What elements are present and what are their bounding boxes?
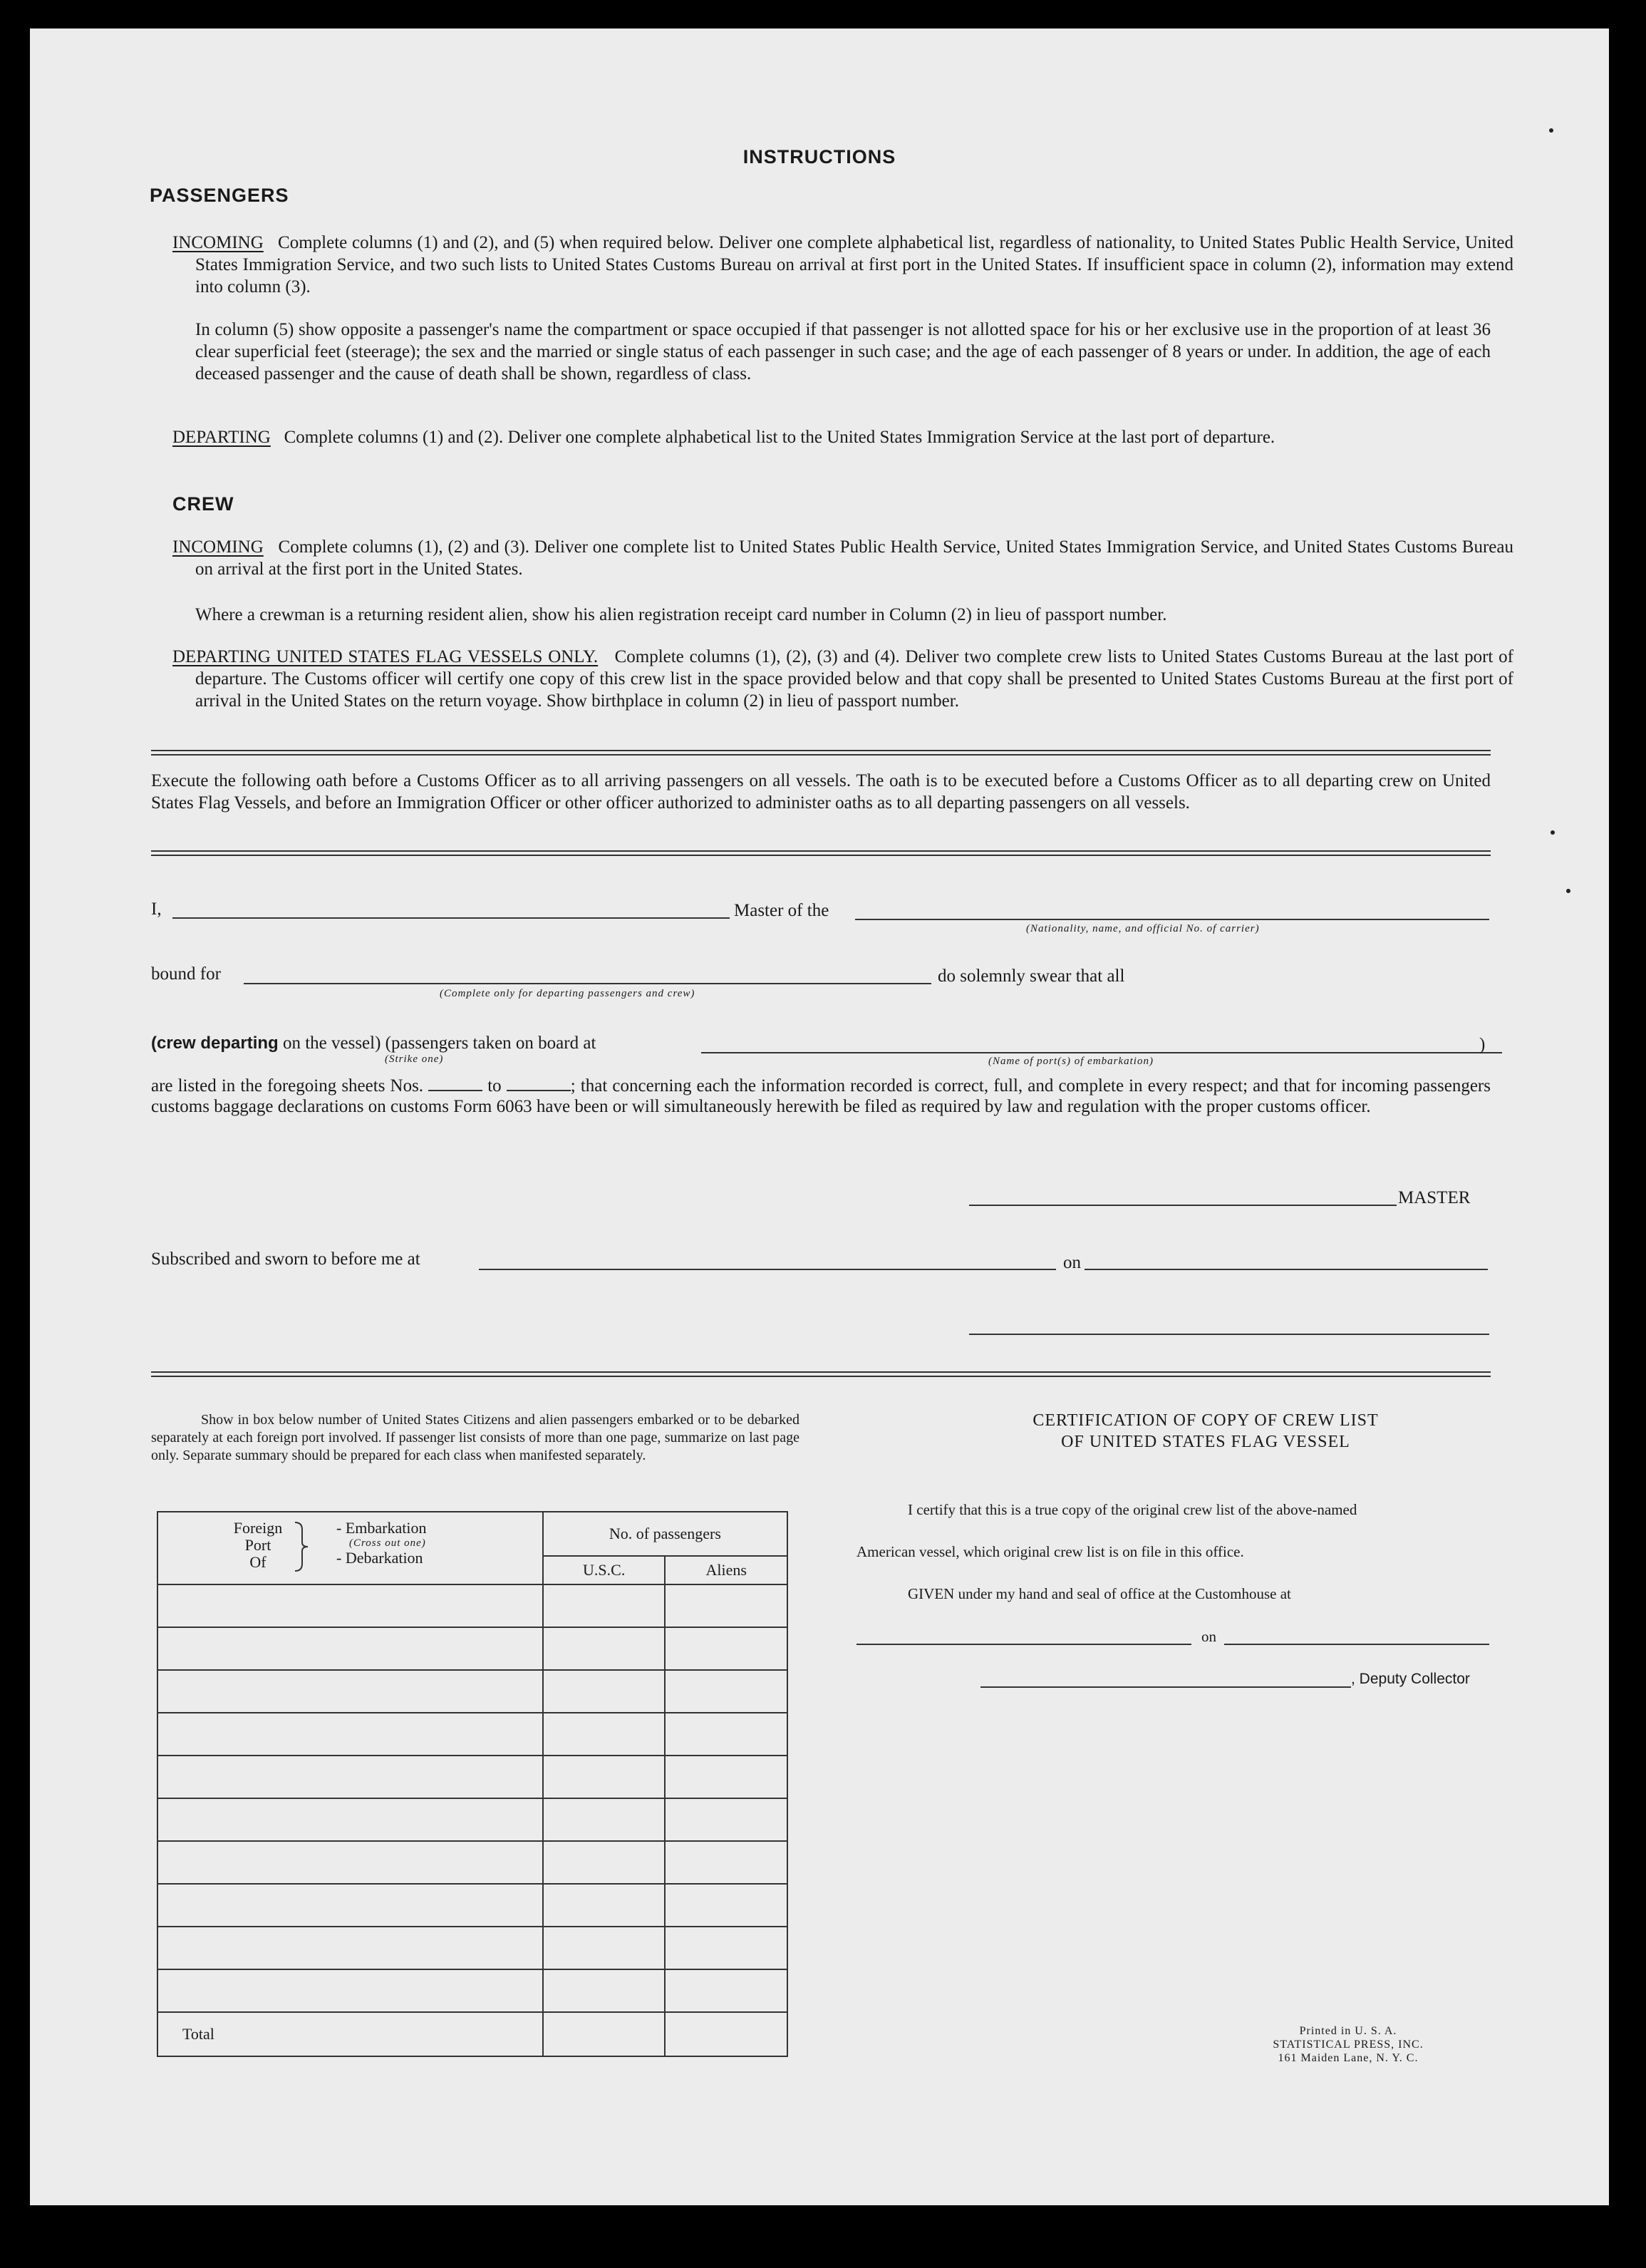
passengers-heading: PASSENGERS xyxy=(150,185,289,206)
page-title: INSTRUCTIONS xyxy=(742,146,896,167)
usc-cell[interactable] xyxy=(543,1841,666,1884)
usc-cell[interactable] xyxy=(543,1627,666,1670)
no-of-passengers-header xyxy=(543,1512,787,1556)
total-row xyxy=(157,2012,787,2056)
of-label: Of xyxy=(249,1553,266,1571)
port-label: Port xyxy=(244,1536,271,1554)
strike-one-caption: (Strike one) xyxy=(385,1053,444,1065)
aliens-cell[interactable] xyxy=(665,1627,787,1670)
customhouse-field[interactable] xyxy=(856,1644,1191,1645)
passengers-column5-instructions: In column (5) show opposite a passenger's name the compartment or space occupied if that passenger is not allotted space for his or her exclusive use in the proportion of at least 36 clear superficial feet (steerage); the sex and the married or single status of each passenger in such case; and the age of each passenger of 8 years or under. In addition, the age of each deceased passenger and the cause of death shall be shown, regardless of class. xyxy=(195,320,1491,383)
certification-date-field[interactable] xyxy=(1224,1644,1489,1645)
oath-statement xyxy=(151,1076,1491,1117)
crew-departing-option[interactable]: (crew departing xyxy=(151,1034,279,1053)
port-cell[interactable] xyxy=(157,1627,543,1670)
passengers-departing-label: DEPARTING xyxy=(172,428,271,447)
aliens-label: Aliens xyxy=(705,1561,747,1579)
usc-cell[interactable] xyxy=(543,1927,666,1969)
no-of-passengers-label: No. of passengers xyxy=(609,1525,721,1542)
usc-cell[interactable] xyxy=(543,1884,666,1927)
printer-line2: STATISTICAL PRESS, INC. xyxy=(1273,2038,1424,2051)
aliens-cell[interactable] xyxy=(665,1927,787,1969)
sworn-date-field[interactable] xyxy=(1085,1269,1488,1270)
passengers-incoming-text: Complete columns (1) and (2), and (5) when required below. Deliver one complete alphabetical list, regardless of nationality, to United States Public Health Service, United States Immigration Service, and two such lists to United States Customs Bureau on arrival at first port in the United States. If insufficient space in column (2), information may extend into column (3). xyxy=(195,233,1514,297)
table-row xyxy=(157,1670,787,1713)
usc-cell[interactable] xyxy=(543,1756,666,1798)
bound-for-caption: (Complete only for departing passengers and crew) xyxy=(440,988,695,999)
cross-out-caption: (Cross out one) xyxy=(349,1537,426,1549)
table-row xyxy=(157,1584,787,1627)
foreign-label: Foreign xyxy=(233,1519,283,1537)
passengers-taken-option[interactable]: (passengers taken on board at xyxy=(385,1034,596,1053)
passenger-summary-table xyxy=(157,1511,788,2057)
foreign-port-header-cell xyxy=(157,1512,543,1584)
table-row xyxy=(157,1713,787,1756)
table-row xyxy=(157,1798,787,1841)
printer-line1: Printed in U. S. A. xyxy=(1299,2025,1397,2037)
usc-label: U.S.C. xyxy=(583,1561,626,1579)
sheet-to-field[interactable] xyxy=(507,1077,571,1091)
usc-cell[interactable] xyxy=(543,1969,666,2012)
master-of-label: Master of the xyxy=(734,901,829,920)
certify-text-b: American vessel, which original crew list is on file in this office. xyxy=(856,1543,1244,1560)
usc-header xyxy=(543,1556,666,1584)
form-page xyxy=(30,29,1609,2205)
aliens-cell[interactable] xyxy=(665,1584,787,1627)
passengers-departing-text: Complete columns (1) and (2). Deliver one complete alphabetical list to the United States Immigration Service at the last port of departure. xyxy=(284,428,1275,447)
deputy-collector-signature-field[interactable] xyxy=(980,1686,1351,1688)
summary-instructions: Show in box below number of United States Citizens and alien passengers embarked or to be debarked separately at each foreign port involved. If passenger list consists of more than one page, summarize on last page only. Separate summary should be prepared for each class when manifested separately. xyxy=(151,1412,799,1463)
aliens-cell[interactable] xyxy=(665,1969,787,2012)
port-cell[interactable] xyxy=(157,1927,543,1969)
aliens-header xyxy=(665,1556,787,1584)
crew-departing-instructions xyxy=(172,646,1513,712)
speck xyxy=(1549,128,1553,133)
usc-cell[interactable] xyxy=(543,1713,666,1756)
port-cell[interactable] xyxy=(157,1884,543,1927)
certification-title-line1: CERTIFICATION OF COPY OF CREW LIST xyxy=(1032,1411,1379,1430)
listed-text-b: ; that concerning each the information recorded is correct, full, and complete in every respect; and that for incoming passengers customs baggage declarations on customs Form 6063 have been or will simultaneously herewith be filed as required by law and regulation with the proper customs officer. xyxy=(151,1076,1491,1116)
on-vessel-text: on the vessel) xyxy=(282,1034,381,1053)
port-cell[interactable] xyxy=(157,1798,543,1841)
printer-line3: 161 Maiden Lane, N. Y. C. xyxy=(1278,2052,1419,2064)
table-row xyxy=(157,1884,787,1927)
passengers-departing-instructions xyxy=(172,426,1513,448)
aliens-cell[interactable] xyxy=(665,1884,787,1927)
aliens-cell[interactable] xyxy=(665,1670,787,1713)
aliens-cell[interactable] xyxy=(665,1756,787,1798)
certification-on-label: on xyxy=(1201,1628,1216,1645)
speck xyxy=(1551,830,1555,835)
subscribed-label: Subscribed and sworn to before me at xyxy=(151,1249,420,1269)
table-row xyxy=(157,1969,787,2012)
aliens-cell[interactable] xyxy=(665,1713,787,1756)
usc-total-cell[interactable] xyxy=(543,2012,666,2056)
master-signature-field[interactable] xyxy=(969,1205,1397,1206)
listed-to-text: to xyxy=(487,1076,502,1096)
usc-cell[interactable] xyxy=(543,1584,666,1627)
officer-signature-field[interactable] xyxy=(969,1334,1489,1335)
total-label: Total xyxy=(182,2025,214,2043)
table-row xyxy=(157,1841,787,1884)
printer-imprint xyxy=(1241,2024,1455,2065)
aliens-cell[interactable] xyxy=(665,1798,787,1841)
sheet-from-field[interactable] xyxy=(428,1077,482,1091)
bound-for-label: bound for xyxy=(151,964,221,984)
passengers-incoming-instructions xyxy=(172,232,1513,298)
port-cell[interactable] xyxy=(157,1756,543,1798)
usc-cell[interactable] xyxy=(543,1670,666,1713)
table-row xyxy=(157,1627,787,1670)
oath-instructions: Execute the following oath before a Customs Officer as to all arriving passengers on all vessels. The oath is to be executed before a Customs Officer as to all departing crew on United States Flag Vessels, and before an Immigration Officer or other officer authorized to administer oaths as to all departing passengers on all vessels. xyxy=(151,771,1491,813)
debarkation-option[interactable]: - Debarkation xyxy=(336,1549,423,1567)
crew-incoming-text: Complete columns (1), (2) and (3). Deliver one complete list to United States Public Health Service, United States Immigration Service, and United States Customs Bureau on arrival at the first port in the United States. xyxy=(195,537,1513,579)
crew-incoming-label: INCOMING xyxy=(172,537,264,557)
aliens-total-cell[interactable] xyxy=(665,2012,787,2056)
carrier-field[interactable] xyxy=(855,919,1489,920)
crew-departing-label: DEPARTING UNITED STATES FLAG VESSELS ONLY. xyxy=(172,647,599,666)
port-cell[interactable] xyxy=(157,1713,543,1756)
close-paren: ) xyxy=(1479,1035,1486,1054)
port-cell[interactable] xyxy=(157,1584,543,1627)
swear-text: do solemnly swear that all xyxy=(938,967,1125,986)
crew-incoming-instructions xyxy=(172,536,1513,580)
brace-icon xyxy=(294,1521,311,1572)
certification-title xyxy=(885,1410,1526,1453)
bound-for-field[interactable] xyxy=(244,983,931,984)
table-row xyxy=(157,1927,787,1969)
sworn-on-label: on xyxy=(1063,1253,1081,1272)
divider xyxy=(151,1371,1491,1377)
given-text: GIVEN under my hand and seal of office at the Customhouse at xyxy=(908,1585,1291,1602)
crew-departing-text: Complete columns (1), (2), (3) and (4). Deliver two complete crew lists to United States Customs Bureau at the last port of departure. The Customs officer will certify one copy of this crew list in the space provided below and that copy shall be presented to United States Customs Bureau at the first port of arrival in the United States on the return voyage. Show birthplace in column (2) in lieu of passport number. xyxy=(195,647,1514,711)
master-name-field[interactable] xyxy=(172,917,730,919)
usc-cell[interactable] xyxy=(543,1798,666,1841)
crew-heading: CREW xyxy=(172,493,234,515)
master-label: MASTER xyxy=(1398,1188,1471,1207)
embarkation-option[interactable]: - Embarkation xyxy=(336,1519,427,1537)
table-row xyxy=(157,1756,787,1798)
ports-caption: (Name of port(s) of embarkation) xyxy=(988,1056,1154,1067)
embarkation-ports-field[interactable] xyxy=(701,1052,1502,1053)
listed-text-a: are listed in the foregoing sheets Nos. xyxy=(151,1076,424,1096)
port-cell[interactable] xyxy=(157,1670,543,1713)
sworn-place-field[interactable] xyxy=(479,1269,1056,1270)
port-cell[interactable] xyxy=(157,1969,543,2012)
total-label-cell xyxy=(157,2012,543,2056)
divider xyxy=(151,850,1491,856)
passengers-incoming-label: INCOMING xyxy=(172,233,264,252)
divider xyxy=(151,750,1491,756)
aliens-cell[interactable] xyxy=(665,1841,787,1884)
deputy-collector-label: , Deputy Collector xyxy=(1351,1671,1470,1687)
speck xyxy=(1566,889,1570,893)
strike-one-line xyxy=(151,1032,596,1054)
oath-i-label: I, xyxy=(151,900,162,919)
crew-resident-instructions: Where a crewman is a returning resident alien, show his alien registration receipt card number in Column (2) in lieu of passport number. xyxy=(195,605,1167,624)
carrier-caption: (Nationality, name, and official No. of carrier) xyxy=(1026,923,1260,934)
port-cell[interactable] xyxy=(157,1841,543,1884)
certification-title-line2: OF UNITED STATES FLAG VESSEL xyxy=(1061,1433,1350,1451)
certify-text-a: I certify that this is a true copy of the original crew list of the above-named xyxy=(908,1501,1357,1518)
